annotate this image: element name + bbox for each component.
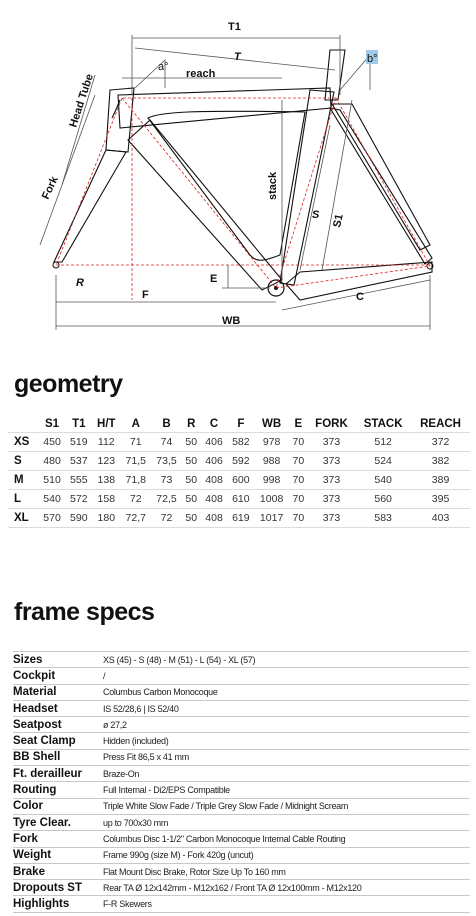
spec-label: Material	[13, 684, 101, 700]
geometry-cell: 71	[120, 433, 151, 452]
geometry-column-header: A	[131, 417, 140, 430]
frame-specs-table	[13, 651, 470, 913]
geometry-row	[8, 490, 470, 509]
geometry-cell: 583	[355, 509, 411, 528]
geometry-cell: 373	[308, 471, 355, 490]
size-label: XL	[8, 509, 39, 528]
geometry-cell: 408	[201, 509, 228, 528]
spec-row	[13, 831, 470, 847]
geometry-cell: 70	[289, 433, 308, 452]
geometry-column-header: WB	[262, 417, 282, 430]
spec-row	[13, 847, 470, 863]
geometry-cell: 70	[289, 509, 308, 528]
geometry-cell: 71,5	[120, 452, 151, 471]
label-e: E	[210, 273, 218, 285]
geometry-cell: 403	[411, 509, 470, 528]
geometry-cell: 73,5	[151, 452, 182, 471]
geometry-cell: 406	[201, 433, 228, 452]
geometry-cell: 50	[182, 509, 201, 528]
spec-value: Hidden (included)	[101, 733, 470, 749]
geometry-cell: 72,5	[151, 490, 182, 509]
spec-row	[13, 896, 470, 912]
label-stack: stack	[267, 171, 279, 200]
geometry-cell: 372	[411, 433, 470, 452]
geometry-cell: 572	[65, 490, 92, 509]
spec-value: Frame 990g (size M) - Fork 420g (uncut)	[101, 847, 470, 863]
geometry-table	[8, 415, 470, 528]
geometry-column-header: B	[162, 417, 171, 430]
frame-specs-title: frame specs	[14, 598, 155, 626]
spec-value: ø 27,2	[101, 717, 470, 733]
geometry-cell: 50	[182, 490, 201, 509]
spec-row	[13, 684, 470, 700]
geometry-column-header: STACK	[363, 417, 403, 430]
geometry-cell: 519	[65, 433, 92, 452]
geometry-cell: 373	[308, 433, 355, 452]
geometry-row	[8, 452, 470, 471]
spec-value: /	[101, 668, 470, 684]
geometry-column-header: S1	[44, 417, 60, 430]
spec-row	[13, 668, 470, 684]
spec-row	[13, 880, 470, 896]
size-label: M	[8, 471, 39, 490]
geometry-cell: 524	[355, 452, 411, 471]
label-s: S	[312, 209, 320, 221]
spec-label: Seat Clamp	[13, 733, 101, 749]
geometry-cell: 73	[151, 471, 182, 490]
geometry-column-header	[8, 415, 39, 433]
spec-value: Flat Mount Disc Brake, Rotor Size Up To 160 mm	[101, 863, 470, 879]
geometry-cell: 570	[39, 509, 66, 528]
spec-label: Brake	[13, 863, 101, 879]
spec-label: Dropouts ST	[13, 880, 101, 896]
geometry-cell: 50	[182, 452, 201, 471]
spec-row	[13, 700, 470, 716]
geometry-cell: 988	[254, 452, 289, 471]
geometry-cell: 537	[65, 452, 92, 471]
spec-row	[13, 766, 470, 782]
geometry-cell: 540	[39, 490, 66, 509]
spec-row	[13, 733, 470, 749]
geometry-column-header: C	[209, 417, 219, 430]
label-t1: T1	[228, 21, 241, 33]
geometry-cell: 619	[227, 509, 254, 528]
geometry-cell: 560	[355, 490, 411, 509]
geometry-cell: 450	[39, 433, 66, 452]
spec-row	[13, 652, 470, 668]
size-label: XS	[8, 433, 39, 452]
guide-lines	[56, 98, 430, 300]
geometry-cell: 1008	[254, 490, 289, 509]
geometry-cell: 590	[65, 509, 92, 528]
spec-label: Highlights	[13, 896, 101, 912]
geometry-cell: 592	[227, 452, 254, 471]
spec-value: Rear TA Ø 12x142mm - M12x162 / Front TA Ø 12x100mm - M12x120	[101, 880, 470, 896]
geometry-cell: 138	[92, 471, 120, 490]
frame-outline	[54, 50, 432, 300]
label-f: F	[142, 289, 149, 301]
spec-value: Columbus Carbon Monocoque	[101, 684, 470, 700]
label-t: T	[234, 51, 241, 63]
geometry-cell: 395	[411, 490, 470, 509]
spec-value: up to 700x30 mm	[101, 814, 470, 830]
spec-label: Seatpost	[13, 717, 101, 733]
spec-value: Triple White Slow Fade / Triple Grey Slow Fade / Midnight Scream	[101, 798, 470, 814]
size-label: L	[8, 490, 39, 509]
spec-row	[13, 863, 470, 879]
geometry-cell: 389	[411, 471, 470, 490]
geometry-cell: 74	[151, 433, 182, 452]
geometry-cell: 72	[120, 490, 151, 509]
spec-label: Fork	[13, 831, 101, 847]
geometry-cell: 408	[201, 490, 228, 509]
geometry-cell: 50	[182, 433, 201, 452]
geometry-cell: 610	[227, 490, 254, 509]
spec-value: Press Fit 86,5 x 41 mm	[101, 749, 470, 765]
label-s1: S1	[331, 212, 346, 229]
geometry-title: geometry	[14, 370, 123, 398]
spec-row	[13, 814, 470, 830]
label-fork: Fork	[39, 174, 61, 202]
geometry-cell: 510	[39, 471, 66, 490]
geometry-cell: 71,8	[120, 471, 151, 490]
geometry-cell: 600	[227, 471, 254, 490]
geometry-cell: 70	[289, 452, 308, 471]
geometry-cell: 406	[201, 452, 228, 471]
geometry-cell: 72,7	[120, 509, 151, 528]
geometry-row	[8, 433, 470, 452]
spec-row	[13, 798, 470, 814]
geometry-header-row	[8, 415, 470, 433]
geometry-cell: 582	[227, 433, 254, 452]
geometry-column-header: H/T	[97, 417, 116, 430]
spec-row	[13, 782, 470, 798]
spec-value: F-R Skewers	[101, 896, 470, 912]
geometry-row	[8, 471, 470, 490]
size-label: S	[8, 452, 39, 471]
spec-label: Sizes	[13, 652, 101, 668]
geometry-cell: 373	[308, 452, 355, 471]
spec-value: XS (45) - S (48) - M (51) - L (54) - XL (57)	[101, 652, 470, 668]
geometry-cell: 978	[254, 433, 289, 452]
spec-label: Ft. derailleur	[13, 766, 101, 782]
label-c: C	[356, 291, 364, 303]
spec-label: Color	[13, 798, 101, 814]
spec-label: Headset	[13, 700, 101, 716]
geometry-cell: 373	[308, 490, 355, 509]
geometry-cell: 373	[308, 509, 355, 528]
spec-value: Full Internal - Di2/EPS Compatible	[101, 782, 470, 798]
geometry-cell: 158	[92, 490, 120, 509]
spec-row	[13, 749, 470, 765]
geometry-cell: 408	[201, 471, 228, 490]
geometry-cell: 112	[92, 433, 120, 452]
geometry-row	[8, 509, 470, 528]
label-wb: WB	[222, 315, 241, 327]
label-reach: reach	[186, 68, 216, 80]
spec-label: Weight	[13, 847, 101, 863]
geometry-column-header: E	[294, 417, 303, 430]
geometry-cell: 180	[92, 509, 120, 528]
geometry-column-header: R	[187, 417, 196, 430]
geometry-column-header: T1	[72, 417, 86, 430]
geometry-cell: 50	[182, 471, 201, 490]
geometry-column-header: F	[237, 417, 245, 430]
geometry-cell: 555	[65, 471, 92, 490]
spec-value: IS 52/28,6 | IS 52/40	[101, 700, 470, 716]
geometry-cell: 72	[151, 509, 182, 528]
label-r: R	[76, 277, 84, 289]
geometry-cell: 1017	[254, 509, 289, 528]
dimension-lines	[40, 35, 430, 330]
geometry-cell: 70	[289, 490, 308, 509]
geometry-cell: 540	[355, 471, 411, 490]
geometry-column-header: FORK	[315, 417, 348, 430]
frame-geometry-diagram	[0, 0, 476, 345]
spec-label: BB Shell	[13, 749, 101, 765]
geometry-cell: 382	[411, 452, 470, 471]
label-head-tube: Head Tube	[67, 72, 96, 129]
label-a: a°	[158, 61, 169, 73]
geometry-cell: 512	[355, 433, 411, 452]
geometry-cell: 123	[92, 452, 120, 471]
spec-label: Cockpit	[13, 668, 101, 684]
label-b: b°	[367, 53, 378, 65]
spec-label: Routing	[13, 782, 101, 798]
spec-value: Braze-On	[101, 766, 470, 782]
spec-value: Columbus Disc 1-1/2" Carbon Monocoque Internal Cable Routing	[101, 831, 470, 847]
geometry-cell: 480	[39, 452, 66, 471]
geometry-cell: 998	[254, 471, 289, 490]
spec-label: Tyre Clear.	[13, 814, 101, 830]
spec-row	[13, 717, 470, 733]
geometry-cell: 70	[289, 471, 308, 490]
geometry-column-header: REACH	[420, 417, 461, 430]
